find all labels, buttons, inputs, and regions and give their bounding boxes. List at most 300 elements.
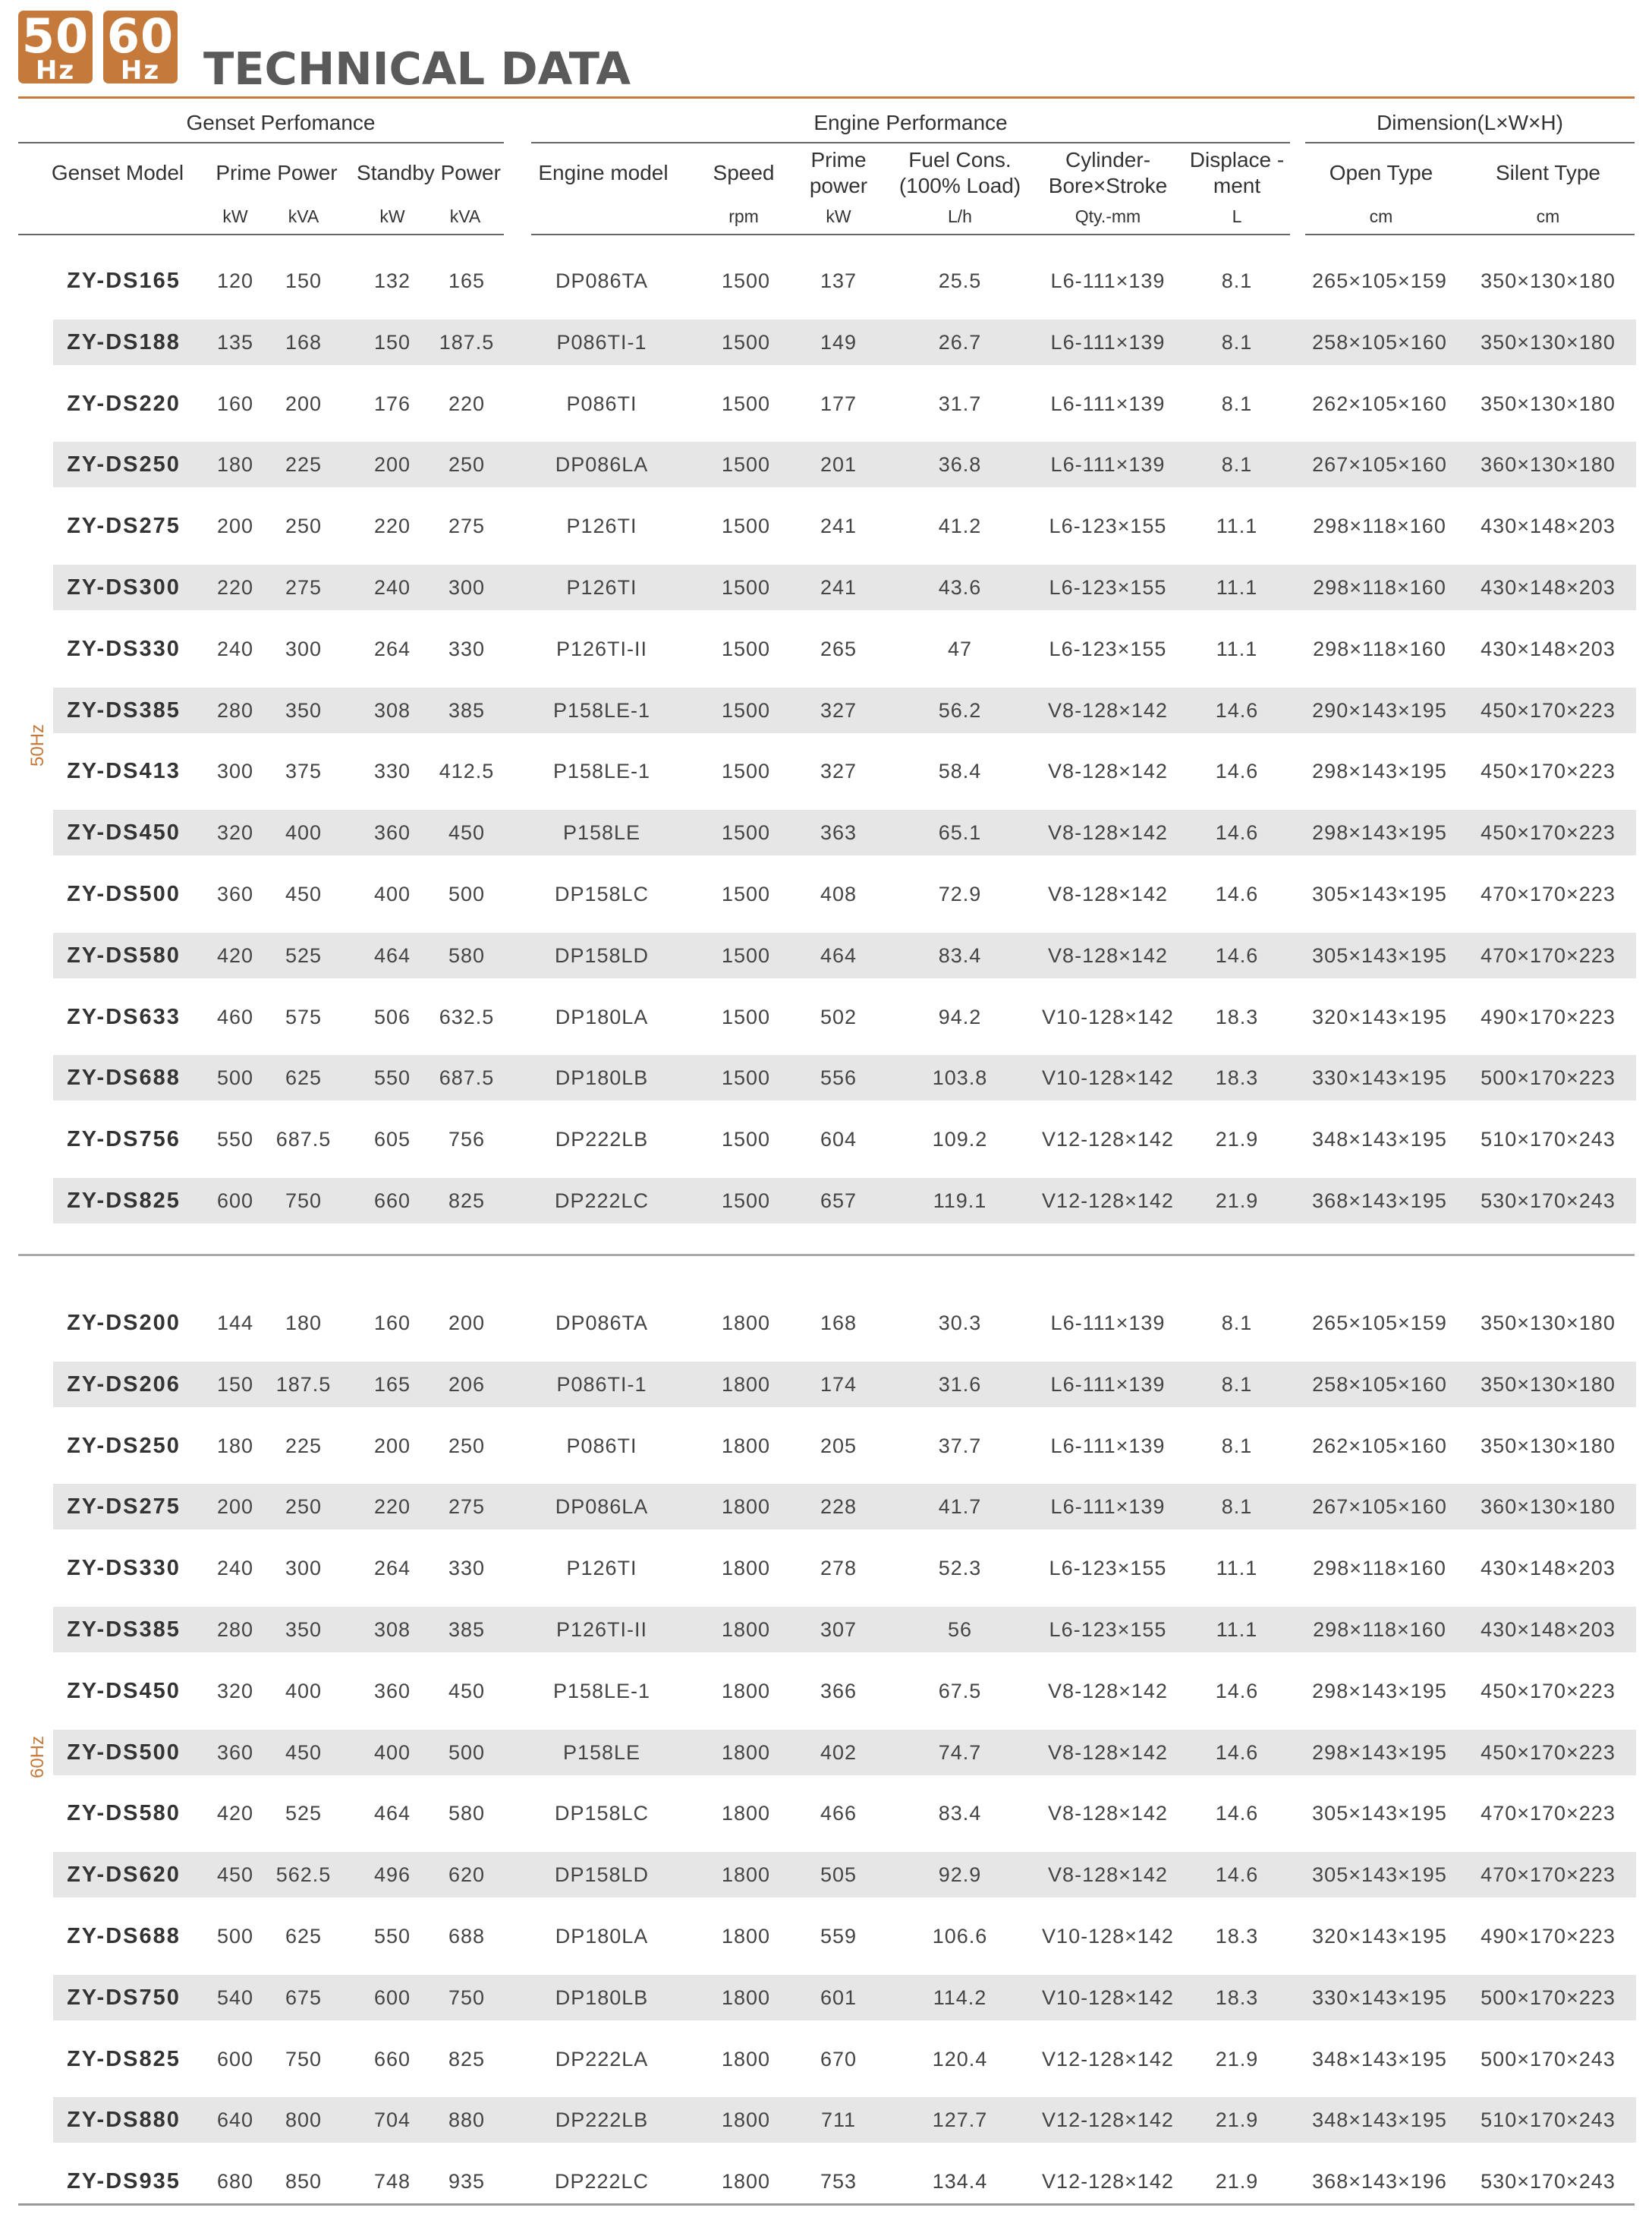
unit-cylinder: Qty.-mm [1075,206,1141,226]
table-cell: 350×130×180 [1481,1372,1616,1396]
table-cell: DP222LB [555,2108,649,2132]
table-row [53,320,1636,365]
table-cell: 58.4 [938,760,982,783]
table-cell: P126TI [566,1557,637,1580]
table-cell: P158LE [562,821,641,845]
table-cell: 278 [820,1557,857,1580]
frequency-label-text: 60Hz [27,1735,48,1779]
table-cell: 200 [216,1495,254,1519]
table-cell: 327 [820,760,857,783]
table-row [53,1607,1636,1652]
table-cell: 67.5 [938,1679,982,1702]
table-cell: 14.6 [1215,1802,1259,1825]
table-cell: 1500 [721,760,771,783]
table-cell: L6-123×155 [1049,576,1167,599]
table-cell: 300 [285,637,323,660]
genset-model-cell: ZY-DS330 [67,636,181,661]
table-cell: 850 [285,2170,323,2193]
table-cell: 18.3 [1215,1986,1259,2009]
table-cell: 1800 [721,1372,771,1396]
table-cell: 127.7 [932,2108,988,2132]
genset-model-cell: ZY-DS206 [67,1371,181,1397]
table-cell: 205 [820,1434,857,1457]
table-cell: 305×143×195 [1312,943,1447,967]
table-cell: 530×170×243 [1481,1189,1616,1212]
table-cell: 330×143×195 [1312,1986,1447,2009]
table-cell: 1500 [721,943,771,967]
table-cell: 470×170×223 [1481,1802,1616,1825]
genset-model-cell: ZY-DS633 [67,1004,181,1029]
genset-model-cell: ZY-DS688 [67,1066,181,1091]
table-row [53,1545,1636,1591]
table-row [53,1852,1636,1897]
table-cell: 575 [285,1005,323,1028]
table-cell: 687.5 [275,1128,332,1151]
table-cell: DP158LC [554,1802,650,1825]
table-cell: 550 [216,1128,254,1151]
header-underline [531,234,1290,235]
table-cell: 200 [373,453,411,477]
table-cell: 348×143×195 [1312,1128,1447,1151]
table-cell: 510×170×243 [1481,1128,1616,1151]
table-cell: 240 [216,1557,254,1580]
table-cell: 1800 [721,1557,771,1580]
table-cell: 625 [285,1066,323,1090]
table-cell: V10-128×142 [1042,1986,1174,2009]
table-cell: P086TI-1 [556,1372,647,1396]
table-cell: 450×170×223 [1481,1679,1616,1702]
table-cell: L6-111×139 [1050,1312,1166,1334]
table-cell: 704 [373,2108,411,2132]
table-cell: 11.1 [1216,576,1258,599]
table-cell: 168 [820,1312,857,1334]
table-cell: 350×130×180 [1481,1312,1616,1334]
table-cell: 350×130×180 [1481,1434,1616,1457]
table-cell: 450×170×223 [1481,698,1616,722]
table-cell: 307 [820,1618,857,1641]
table-cell: 250 [448,1434,486,1457]
table-cell: V12-128×142 [1042,2108,1174,2132]
table-cell: P158LE-1 [552,1679,651,1702]
table-cell: 464 [373,943,411,967]
table-cell: 430×148×203 [1481,637,1616,660]
table-cell: 400 [373,1740,411,1764]
genset-model-cell: ZY-DS935 [67,2169,181,2194]
table-cell: 320 [216,821,254,845]
table-cell: 298×118×160 [1313,1557,1446,1580]
table-cell: 220 [216,576,254,599]
table-cell: 750 [285,2047,323,2071]
table-cell: 31.6 [938,1372,982,1396]
table-cell: V12-128×142 [1042,1128,1174,1151]
table-cell: 360 [373,1679,411,1702]
table-cell: P086TI [566,1434,637,1457]
table-cell: 632.5 [439,1005,495,1028]
table-cell: DP222LC [554,2170,650,2193]
table-row [53,1423,1636,1469]
table-cell: 430×148×203 [1481,1557,1616,1580]
table-cell: 83.4 [938,1802,982,1825]
table-cell: 298×118×160 [1313,515,1446,538]
table-cell: P158LE [562,1740,641,1764]
genset-model-cell: ZY-DS330 [67,1556,181,1581]
badge-unit: Hz [35,55,76,86]
table-cell: P086TI-1 [556,330,647,354]
table-cell: 200 [448,1312,486,1334]
unit-standby-kw: kW [379,206,405,226]
table-cell: 241 [820,515,857,538]
table-cell: 26.7 [938,330,982,354]
table-cell: 150 [216,1372,254,1396]
table-cell: 21.9 [1215,2108,1259,2132]
table-cell: 430×148×203 [1481,1618,1616,1641]
table-cell: 400 [285,821,323,845]
table-cell: 748 [373,2170,411,2193]
genset-model-cell: ZY-DS450 [67,1678,181,1703]
table-cell: DP158LD [554,1863,650,1887]
table-cell: 187.5 [439,330,495,354]
genset-model-cell: ZY-DS580 [67,1801,181,1826]
table-cell: P086TI [566,392,637,415]
table-cell: 540 [216,1986,254,2009]
table-cell: 320×143×195 [1312,1005,1447,1028]
table-cell: 8.1 [1221,1312,1253,1334]
table-cell: 18.3 [1215,1066,1259,1090]
col-standby-power: Standby Power [357,161,501,184]
table-cell: 225 [285,1434,323,1457]
table-cell: 264 [373,637,411,660]
table-cell: 41.2 [938,515,982,538]
table-cell: 300 [448,576,486,599]
table-cell: 267×105×160 [1312,1495,1447,1519]
table-cell: L6-111×139 [1050,330,1166,354]
table-cell: 41.7 [938,1495,982,1519]
table-cell: 21.9 [1215,1128,1259,1151]
table-cell: 657 [820,1189,857,1212]
genset-model-cell: ZY-DS413 [67,759,181,784]
table-cell: 470×170×223 [1481,883,1616,905]
table-cell: 496 [373,1863,411,1887]
table-cell: 330 [448,1557,486,1580]
table-cell: DP180LA [555,1925,649,1948]
table-cell: 1500 [721,515,771,538]
table-cell: 1800 [721,2108,771,2132]
badge-number: 60 [106,8,175,64]
section-50hz [0,255,1652,1236]
table-cell: 94.2 [938,1005,982,1028]
table-cell: 200 [285,392,323,415]
table-cell: 298×143×195 [1312,1679,1447,1702]
table-row [53,1116,1636,1162]
table-cell: 1800 [721,1740,771,1764]
table-cell: 350×130×180 [1481,330,1616,354]
table-cell: DP086TA [555,1312,649,1334]
table-cell: 500×170×223 [1481,1986,1616,2009]
table-row [53,626,1636,672]
table-cell: 1800 [721,1863,771,1887]
table-cell: 1500 [721,269,771,292]
col-engine-model: Engine model [538,161,669,184]
table-cell: 265 [820,637,857,660]
table-row [53,1362,1636,1407]
genset-model-cell: ZY-DS220 [67,391,181,416]
table-cell: 756 [448,1128,486,1151]
table-row [53,688,1636,733]
table-cell: 176 [373,392,411,415]
table-cell: 92.9 [938,1863,982,1887]
genset-model-cell: ZY-DS188 [67,329,181,354]
table-cell: 280 [216,1618,254,1641]
table-cell: 8.1 [1221,453,1253,477]
table-cell: L6-123×155 [1049,637,1167,660]
table-cell: V8-128×142 [1048,821,1168,845]
frequency-label-text: 50Hz [27,724,48,767]
table-cell: V10-128×142 [1042,1925,1174,1948]
table-cell: 8.1 [1221,1434,1253,1457]
table-cell: 350×130×180 [1481,392,1616,415]
table-cell: 750 [285,1189,323,1212]
table-cell: 800 [285,2108,323,2132]
table-cell: 525 [285,943,323,967]
genset-model-cell: ZY-DS880 [67,2108,181,2133]
genset-model-cell: ZY-DS825 [67,2046,181,2071]
table-cell: DP222LC [554,1189,650,1212]
table-cell: L6-123×155 [1049,515,1167,538]
table-cell: 530×170×243 [1481,2170,1616,2193]
table-cell: 250 [448,453,486,477]
table-cell: 385 [448,1618,486,1641]
table-cell: 109.2 [932,1128,988,1151]
table-cell: 160 [216,392,254,415]
table-cell: 120 [216,269,254,292]
table-cell: 150 [285,269,323,292]
col-genset-model: Genset Model [51,161,184,184]
table-cell: 688 [448,1925,486,1948]
table-cell: DP222LA [555,2047,649,2071]
table-cell: 450 [448,1679,486,1702]
table-row [53,1484,1636,1529]
table-cell: 220 [373,515,411,538]
table-cell: V8-128×142 [1048,1802,1168,1825]
table-cell: 1500 [721,1005,771,1028]
table-cell: 14.6 [1215,1740,1259,1764]
unit-fuel: L/h [948,206,972,226]
table-cell: 600 [216,2047,254,2071]
table-cell: 201 [820,453,857,477]
table-cell: 56.2 [938,698,982,722]
table-row [53,1913,1636,1959]
badge-50hz [18,8,93,86]
table-cell: 348×143×195 [1312,2108,1447,2132]
table-cell: L6-111×139 [1050,1495,1166,1519]
table-cell: 134.4 [932,2170,988,2193]
table-cell: 420 [216,1802,254,1825]
table-cell: 120.4 [932,2047,988,2071]
table-cell: 500 [216,1925,254,1948]
table-cell: V8-128×142 [1048,698,1168,722]
table-cell: 670 [820,2047,857,2071]
table-cell: 206 [448,1372,486,1396]
table-row [53,2159,1636,2204]
table-cell: V8-128×142 [1048,1679,1168,1702]
table-cell: 300 [285,1557,323,1580]
genset-model-cell: ZY-DS500 [67,882,181,906]
table-cell: 1500 [721,637,771,660]
table-cell: 11.1 [1216,1618,1258,1641]
table-cell: 308 [373,698,411,722]
table-cell: 500 [448,1740,486,1764]
table-cell: 360 [216,1740,254,1764]
table-cell: 305×143×195 [1312,883,1447,905]
table-cell: V8-128×142 [1048,1740,1168,1764]
genset-model-cell: ZY-DS250 [67,452,181,477]
table-cell: V8-128×142 [1048,943,1168,967]
table-cell: 8.1 [1221,269,1253,292]
table-cell: 200 [373,1434,411,1457]
table-cell: 825 [448,2047,486,2071]
table-cell: 505 [820,1863,857,1887]
table-cell: P126TI [566,515,637,538]
table-cell: 500×170×223 [1481,1066,1616,1090]
genset-model-cell: ZY-DS385 [67,698,181,723]
table-cell: 660 [373,1189,411,1212]
genset-model-cell: ZY-DS385 [67,1617,181,1642]
table-cell: 18.3 [1215,1005,1259,1028]
table-cell: 228 [820,1495,857,1519]
table-cell: 450×170×223 [1481,1740,1616,1764]
col-cylinder: Cylinder-Bore×Stroke [1048,148,1168,197]
table-cell: 350 [285,698,323,722]
table-cell: 174 [820,1372,857,1396]
table-cell: DP086LA [555,1495,649,1519]
table-cell: 711 [820,2108,857,2132]
table-cell: 165 [373,1372,411,1396]
table-cell: 330 [373,760,411,783]
table-cell: 580 [448,943,486,967]
table-cell: 132 [373,269,411,292]
table-cell: 74.7 [938,1740,982,1764]
table-cell: 21.9 [1215,1189,1259,1212]
table-cell: V12-128×142 [1042,2170,1174,2193]
table-cell: 1500 [721,392,771,415]
table-cell: 320×143×195 [1312,1925,1447,1948]
table-cell: 556 [820,1066,857,1090]
table-cell: 37.7 [938,1434,982,1457]
table-cell: 65.1 [938,821,982,845]
genset-model-cell: ZY-DS275 [67,514,181,539]
table-cell: 935 [448,2170,486,2193]
table-cell: 168 [285,330,323,354]
table-cell: 1800 [721,1312,771,1334]
table-cell: 1500 [721,698,771,722]
header-underline [1305,234,1635,235]
table-cell: 275 [285,576,323,599]
table-cell: 114.2 [933,1986,987,2009]
table-cell: 368×143×195 [1312,1189,1447,1212]
table-cell: 165 [448,269,486,292]
table-cell: 687.5 [439,1066,495,1090]
table-cell: 466 [820,1802,857,1825]
section-divider [18,1254,1635,1256]
table-cell: V10-128×142 [1042,1066,1174,1090]
table-cell: V12-128×142 [1042,2047,1174,2071]
genset-model-cell: ZY-DS688 [67,1924,181,1948]
table-cell: 825 [448,1189,486,1212]
table-cell: 400 [373,883,411,905]
table-cell: 366 [820,1679,857,1702]
table-cell: 1500 [721,883,771,905]
table-cell: 502 [820,1005,857,1028]
table-cell: 470×170×223 [1481,1863,1616,1887]
table-cell: 430×148×203 [1481,576,1616,599]
table-cell: P126TI-II [555,1618,648,1641]
table-cell: 21.9 [1215,2047,1259,2071]
unit-open-type: cm [1369,206,1393,226]
table-cell: 1500 [721,576,771,599]
table-cell: DP180LB [555,1066,649,1090]
table-cell: V8-128×142 [1048,760,1168,783]
table-cell: 52.3 [938,1557,982,1580]
table-cell: 680 [216,2170,254,2193]
table-cell: 360×130×180 [1481,1495,1616,1519]
table-cell: 350 [285,1618,323,1641]
table-cell: 1500 [721,1066,771,1090]
table-cell: 103.8 [932,1066,988,1090]
table-row [53,2097,1636,2143]
table-row [53,2036,1636,2082]
badge-60hz [103,8,178,86]
table-row [53,1178,1636,1223]
table-cell: P126TI-II [555,637,648,660]
table-cell: 275 [448,1495,486,1519]
table-cell: 8.1 [1221,1372,1253,1396]
table-cell: 600 [216,1189,254,1212]
table-row [53,748,1636,794]
col-open-type: Open Type [1329,161,1433,184]
badge-number: 50 [21,8,90,64]
table-cell: 149 [820,330,857,354]
table-cell: 562.5 [275,1863,332,1887]
table-cell: DP158LD [554,943,650,967]
table-cell: 601 [820,1986,857,2009]
table-cell: 31.7 [938,392,982,415]
table-cell: 30.3 [938,1312,982,1334]
table-cell: 43.6 [938,576,982,599]
table-row [53,1055,1636,1101]
table-cell: 298×118×160 [1313,1618,1446,1641]
genset-model-cell: ZY-DS500 [67,1740,181,1765]
table-cell: 305×143×195 [1312,1802,1447,1825]
table-cell: 265×105×159 [1312,1312,1447,1334]
table-cell: 240 [373,576,411,599]
unit-prime-kw: kW [222,206,248,226]
col-fuel-consumption: Fuel Cons. (100% Load) [898,148,1021,197]
unit-engine-prime: kW [826,206,851,226]
table-cell: 363 [820,821,857,845]
table-row [53,994,1636,1040]
table-cell: 106.6 [932,1925,988,1948]
table-cell: 119.1 [933,1189,987,1212]
table-cell: 144 [216,1312,254,1334]
table-cell: DP180LA [555,1005,649,1028]
table-cell: 753 [820,2170,857,2193]
table-cell: 640 [216,2108,254,2132]
table-cell: 258×105×160 [1312,1372,1447,1396]
table-cell: P158LE-1 [552,698,651,722]
table-cell: 450×170×223 [1481,821,1616,845]
table-header [0,99,1652,235]
table-cell: 460 [216,1005,254,1028]
